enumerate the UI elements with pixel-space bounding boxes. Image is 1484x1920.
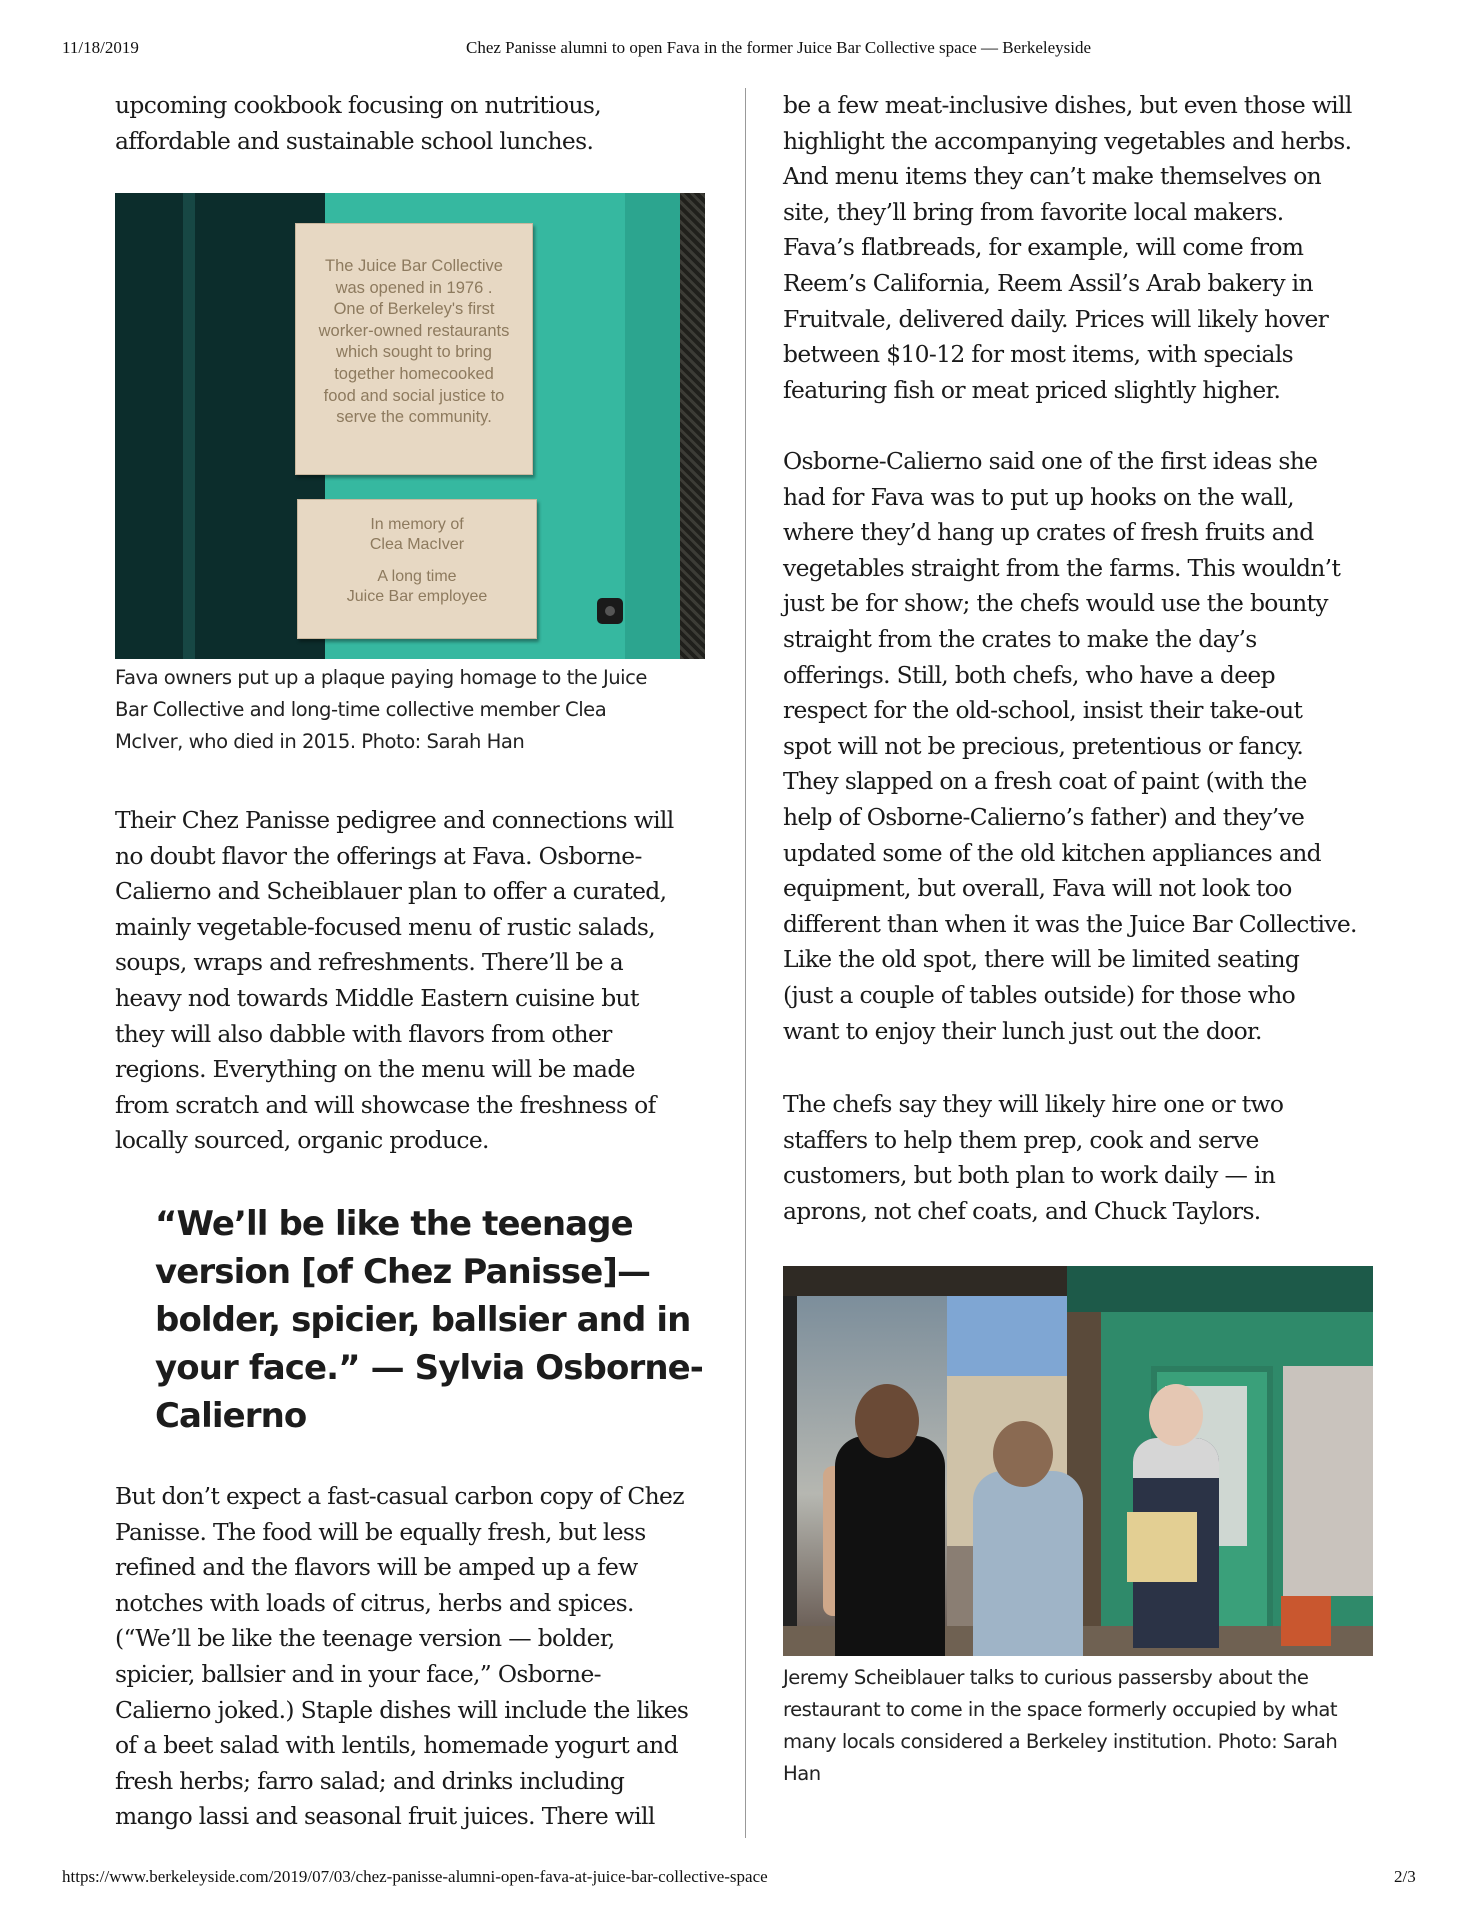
print-date: 11/18/2019 xyxy=(62,38,139,57)
right-paragraph-menu: be a few meat-inclusive dishes, but even those will highlight the accompanying vegetables and herbs. And menu items they can’t make themselves on site, they’ll bring from favorite local makers. Fava’s flatbreads, for example, will come from Reem’s California, Reem Assil’s Arab bakery in Fruitvale, delivered daily. Prices will likely hover between $10-12 for most items, with specials featuring fish or meat priced slightly higher. xyxy=(783,91,1352,404)
storefront-photo-caption: Jeremy Scheiblauer talks to curious passersby about the restaurant to come in the space formerly occupied by what many locals considered a Berkeley institution. Photo: Sarah Han xyxy=(783,1666,1338,1785)
left-paragraph-pedigree: Their Chez Panisse pedigree and connections will no doubt flavor the offerings at Fava. Osborne- Calierno and Scheiblauer plan to offer a curated, mainly vegetable-focused menu of rustic salads, soups, wraps and refreshments. There’ll be a heavy nod towards Middle Eastern cuisine but they will also dabble with flavors from other regions. Everything on the menu will be made from scratch and will showcase the freshness of locally sourced, organic produce. xyxy=(115,806,674,1155)
pull-quote: “We’ll be like the teenage version [of Chez Panisse]— bolder, spicier, ballsier and in your face.” — Sylvia Osborne- Calierno xyxy=(155,1204,703,1436)
memorial-plaque: In memory of Clea MacIver A long time Juice Bar employee xyxy=(297,499,537,639)
plaque-photo-caption: Fava owners put up a plaque paying homage to the Juice Bar Collective and long-time collective member Clea McIver, who died in 2015. Photo: Sarah Han xyxy=(115,666,647,753)
print-url: https://www.berkeleyside.com/2019/07/03/chez-panisse-alumni-open-fava-at-juice-bar-collective-space xyxy=(62,1867,768,1886)
juice-bar-plaque: The Juice Bar Collective was opened in 1976 . One of Berkeley's first worker-owned restaurants which sought to bring together homecooked food and social justice to serve the community. xyxy=(295,223,533,475)
plaque-photo xyxy=(115,193,705,659)
print-page-title: Chez Panisse alumni to open Fava in the former Juice Bar Collective space — Berkeleyside xyxy=(466,38,1092,57)
right-paragraph-hooks: Osborne-Calierno said one of the first ideas she had for Fava was to put up hooks on the wall, where they’d hang up crates of fresh fruits and vegetables straight from the farms. This wouldn’t just be for show; the chefs would use the bounty straight from the crates to make the day’s offerings. Still, both chefs, who have a deep respect for the old-school, insist their take-out spot will not be precious, pretentious or fancy. They slapped on a fresh coat of paint (with the help of Osborne-Calierno’s father) and they’ve updated some of the old kitchen appliances and equipment, but overall, Fava will not look too different than when it was the Juice Bar Collective. Like the old spot, there will be limited seating (just a couple of tables outside) for those who want to enjoy their lunch just out the door. xyxy=(783,447,1357,1045)
right-paragraph-staffers: The chefs say they will likely hire one or two staffers to help them prep, cook and serve customers, but both plan to work daily — in aprons, not chef coats, and Chuck Taylors. xyxy=(783,1090,1284,1225)
column-divider xyxy=(745,88,746,1838)
left-intro-paragraph: upcoming cookbook focusing on nutritious, affordable and sustainable school lunches. xyxy=(115,91,601,155)
left-paragraph-carbon-copy: But don’t expect a fast-casual carbon copy of Chez Panisse. The food will be equally fresh, but less refined and the flavors will be amped up a few notches with loads of citrus, herbs and spices. (“We’ll be like the teenage version — bolder, spicier, ballsier and in your face,” Osborne- Calierno joked.) Staple dishes will include the likes of a beet salad with lentils, homemade yogurt and fresh herbs; farro salad; and drinks including mango lassi and seasonal fruit juices. There will xyxy=(115,1482,689,1831)
storefront-photo xyxy=(783,1266,1373,1656)
page-number: 2/3 xyxy=(1394,1867,1416,1886)
